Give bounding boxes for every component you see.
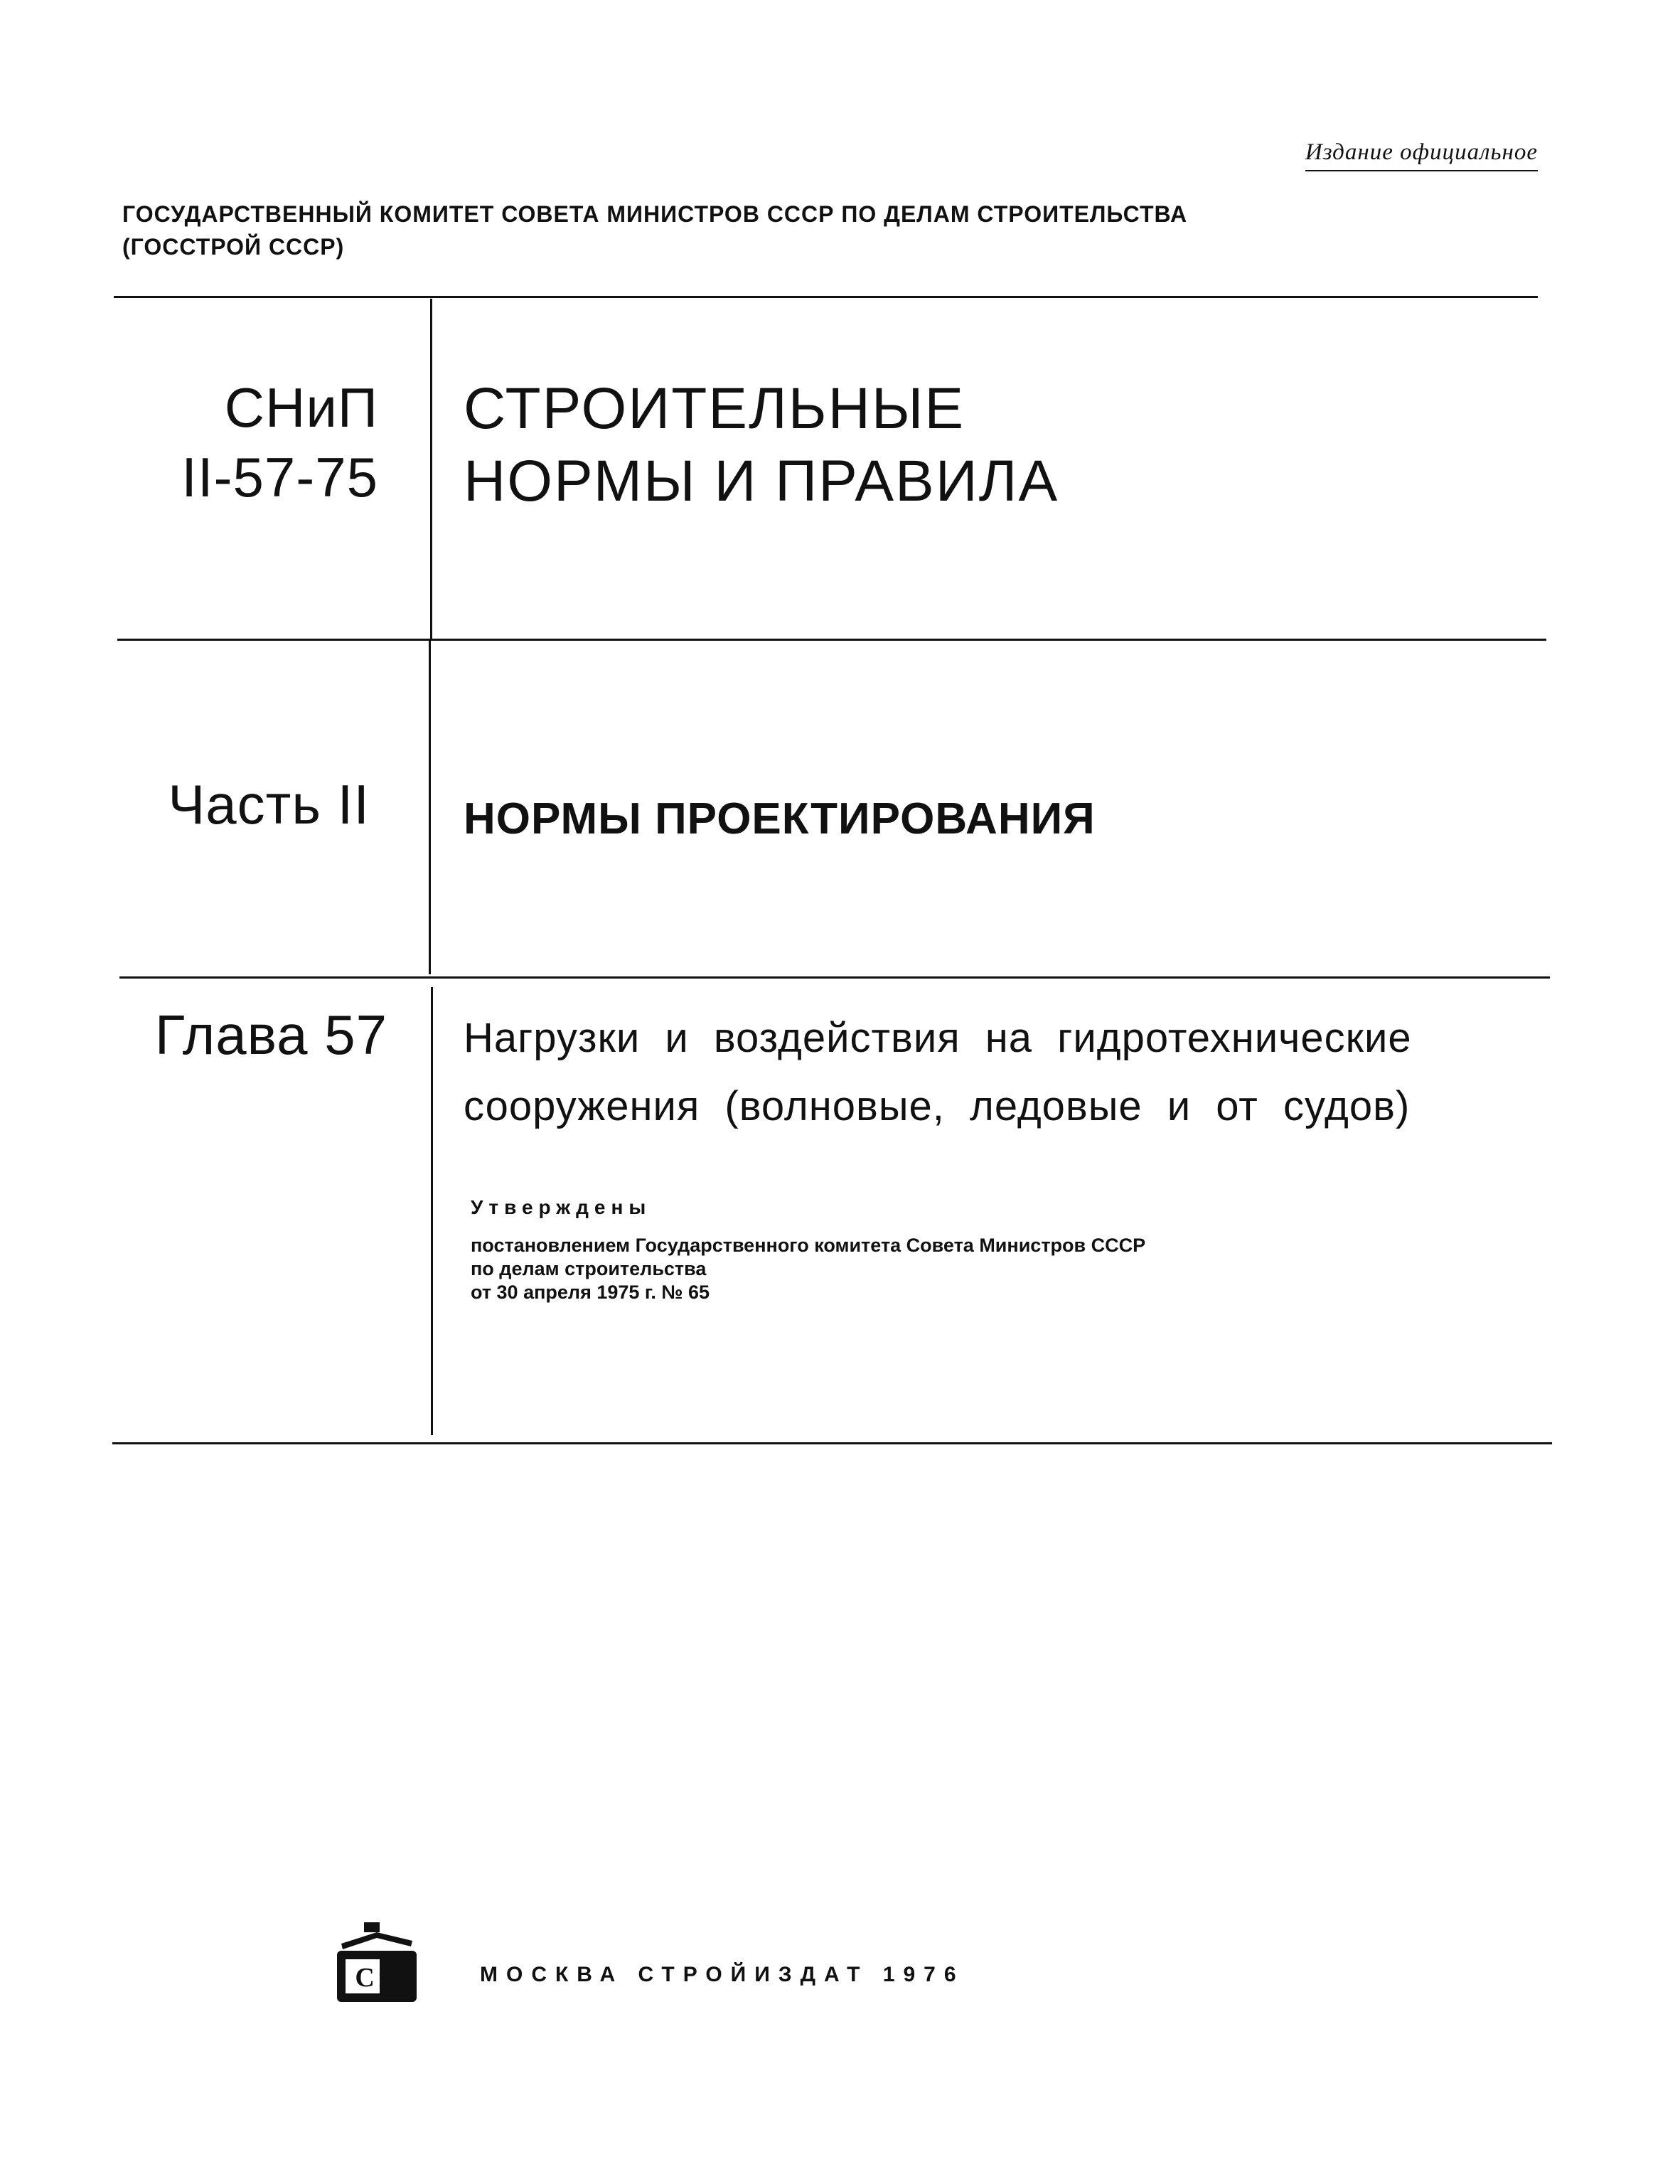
approval-line-1: постановлением Государственного комитета Совета Министров СССР — [471, 1235, 1146, 1256]
divider-part — [117, 639, 1546, 641]
divider-chapter — [119, 976, 1550, 979]
organization-name: ГОСУДАРСТВЕННЫЙ КОМИТЕТ СОВЕТА МИНИСТРОВ СССР ПО ДЕЛАМ СТРОИТЕЛЬСТВА — [122, 201, 1188, 227]
approval-text — [471, 1234, 1145, 1304]
chapter-label: Глава 57 — [154, 1003, 387, 1066]
part-title: НОРМЫ ПРОЕКТИРОВАНИЯ — [464, 794, 1096, 843]
title-line-2: НОРМЫ И ПРАВИЛА — [464, 449, 1059, 513]
approval-line-3: от 30 апреля 1975 г. № 65 — [471, 1282, 710, 1303]
chapter-title — [464, 1004, 1412, 1141]
organization-block — [122, 198, 1187, 263]
document-title — [464, 373, 1059, 518]
chapter-title-line-2: сооружения (волновые, ледовые и от судов) — [464, 1083, 1411, 1129]
approval-heading: Утверждены — [471, 1196, 652, 1218]
logo-text: Сп — [355, 1963, 399, 1993]
organization-abbr: (ГОССТРОЙ СССР) — [122, 234, 345, 260]
code-number: II-57-75 — [181, 446, 378, 508]
code-block — [121, 373, 378, 512]
publisher-imprint: МОСКВА СТРОЙИЗДАТ 1976 — [480, 1963, 965, 1986]
divider-vertical-2 — [429, 640, 431, 974]
title-line-1: СТРОИТЕЛЬНЫЕ — [464, 376, 965, 441]
part-label: Часть II — [168, 773, 370, 836]
edition-note: Издание официальное — [1305, 139, 1538, 171]
chapter-title-line-1: Нагрузки и воздействия на гидротехнические — [464, 1015, 1412, 1061]
divider-top — [114, 296, 1538, 298]
approval-line-2: по делам строительства — [471, 1258, 707, 1279]
publisher-logo — [327, 1917, 427, 2009]
divider-vertical-3 — [431, 987, 433, 1435]
code-abbr: СНиП — [224, 376, 378, 439]
divider-bottom — [112, 1442, 1552, 1444]
divider-vertical-1 — [430, 299, 432, 640]
